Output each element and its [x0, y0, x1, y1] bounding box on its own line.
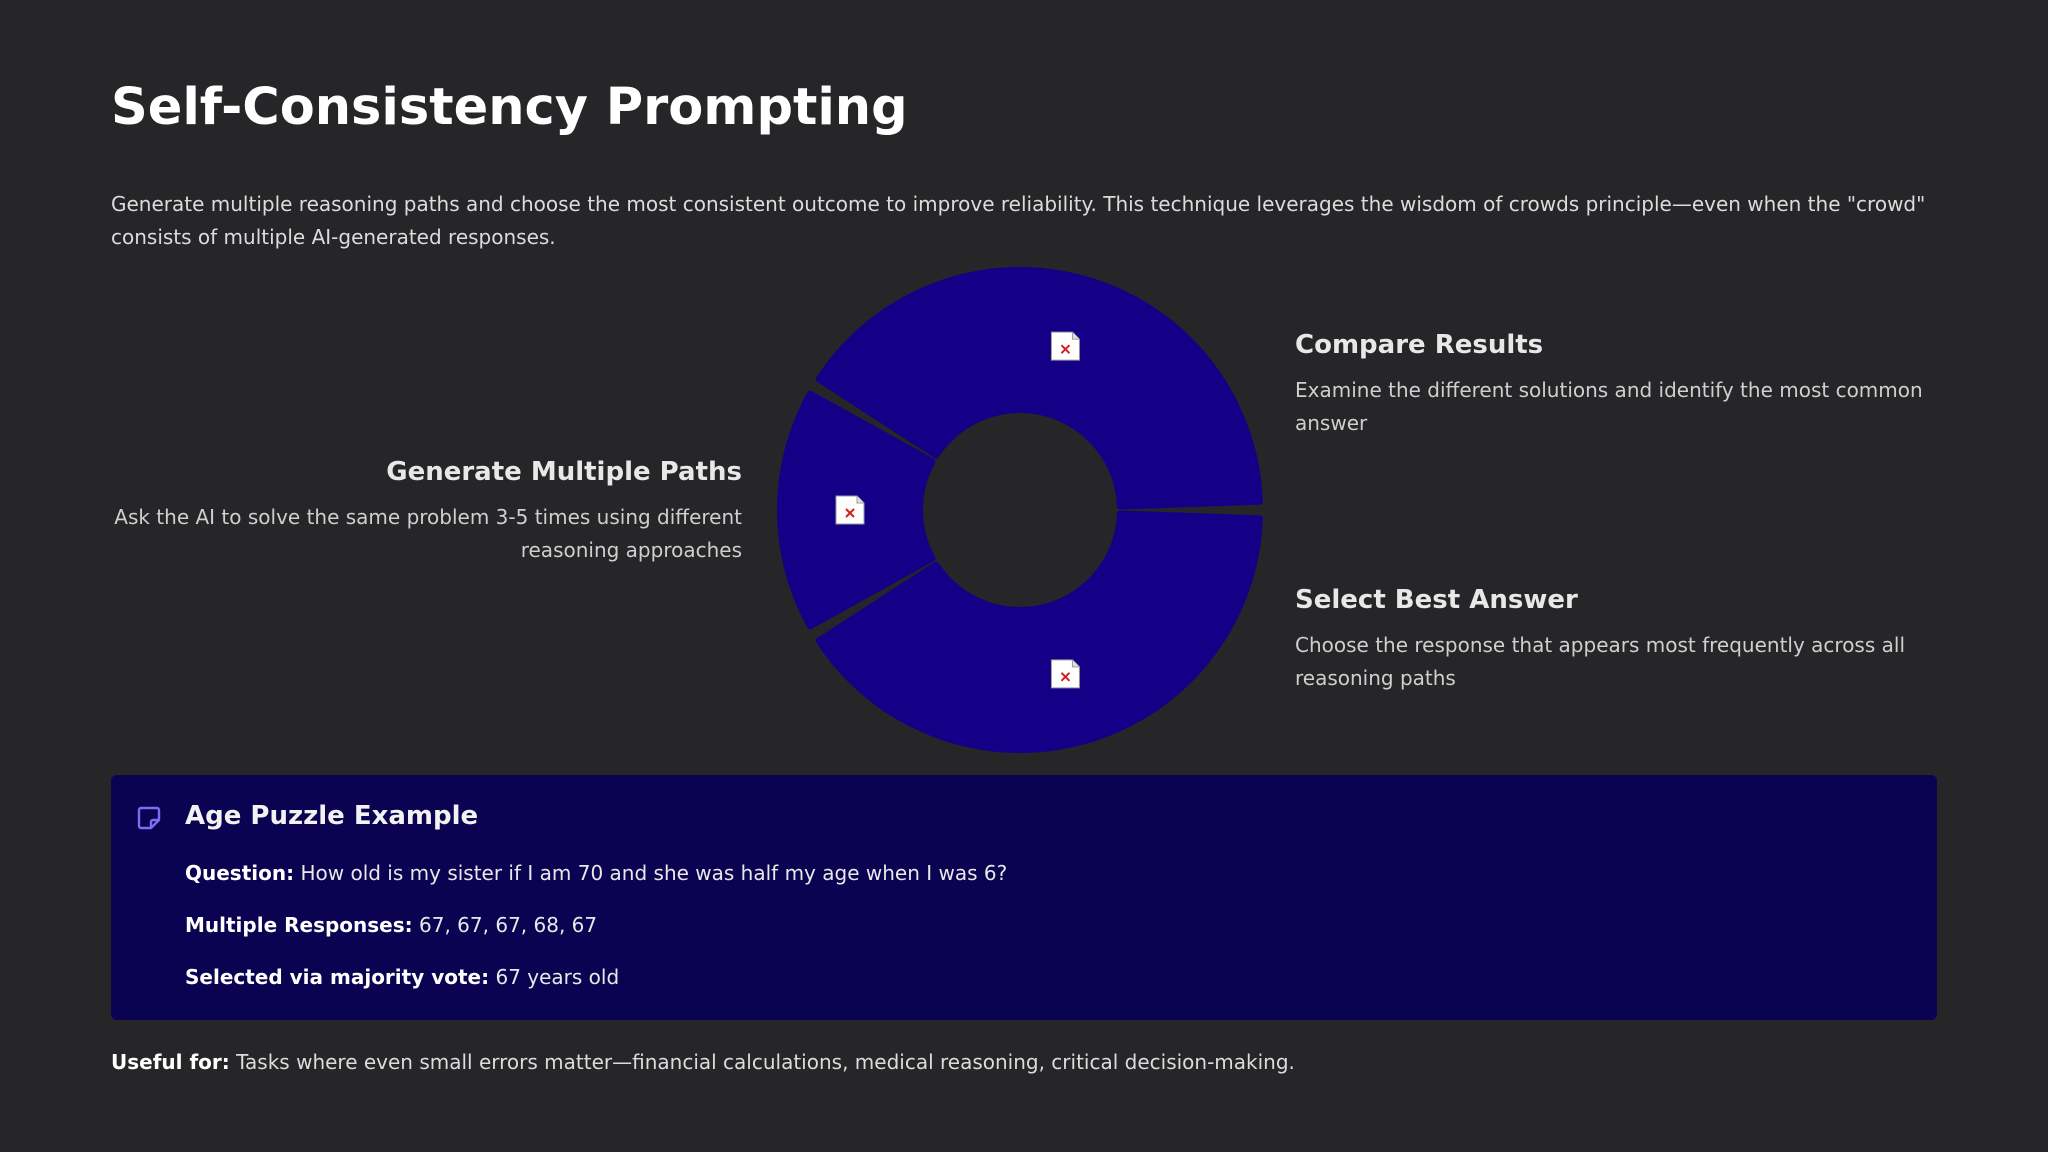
example-responses [185, 913, 597, 937]
step-title: Compare Results [1295, 330, 1544, 360]
step-title: Generate Multiple Paths [386, 457, 742, 487]
step-select-best-answer [1295, 585, 1935, 695]
selected-text: 67 years old [489, 965, 620, 989]
step-compare-results [1295, 330, 1935, 440]
step-title: Select Best Answer [1295, 585, 1578, 615]
useful-for-note [111, 1050, 1295, 1074]
cycle-diagram [770, 260, 1270, 760]
intro-text: Generate multiple reasoning paths and choose the most consistent outcome to improve reliability. This technique leverages the wisdom of crowds principle—even when the "crowd" consists of multiple AI-generated responses. [111, 192, 1926, 249]
step-description: Examine the different solutions and identify the most common answer [1295, 378, 1923, 435]
question-text: How old is my sister if I am 70 and she was half my age when I was 6? [294, 861, 1008, 885]
selected-label: Selected via majority vote: [185, 965, 490, 989]
useful-text: Tasks where even small errors matter—financial calculations, medical reasoning, critical decision-making. [229, 1050, 1295, 1074]
example-panel [111, 775, 1937, 1020]
broken-image-icon [1051, 660, 1079, 688]
example-title: Age Puzzle Example [185, 801, 479, 831]
responses-text: 67, 67, 67, 68, 67 [412, 913, 598, 937]
broken-image-icon [1051, 332, 1079, 360]
sticky-note-icon [136, 805, 162, 831]
example-selected [185, 965, 619, 989]
responses-label: Multiple Responses: [185, 913, 413, 937]
broken-image-icon [836, 496, 864, 524]
step-description: Ask the AI to solve the same problem 3-5 times using different reasoning approaches [114, 505, 742, 562]
step-description: Choose the response that appears most frequently across all reasoning paths [1295, 633, 1905, 690]
question-label: Question: [185, 861, 295, 885]
page-title: Self-Consistency Prompting [111, 78, 908, 137]
step-generate-paths [102, 457, 742, 567]
useful-label: Useful for: [111, 1050, 230, 1074]
example-question [185, 861, 1007, 885]
